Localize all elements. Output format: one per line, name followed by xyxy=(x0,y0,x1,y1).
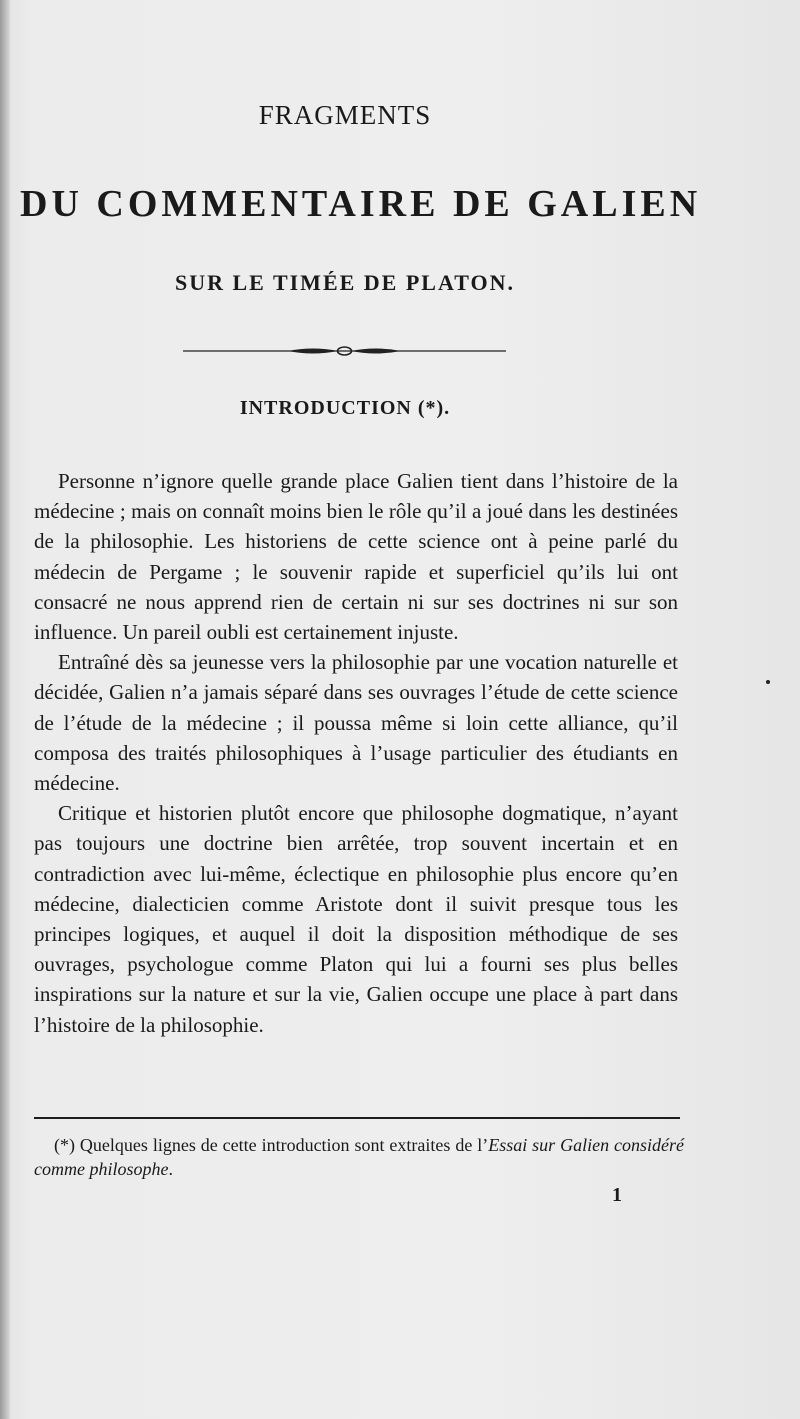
title-line-1: FRAGMENTS xyxy=(258,100,432,130)
footnote-italic-title: Essai sur Galien considéré comme philosophe xyxy=(34,1135,685,1179)
body-text xyxy=(34,466,678,1040)
footnote-rule xyxy=(34,1117,680,1119)
introduction-heading: INTRODUCTION (*). xyxy=(239,397,451,419)
title-line-2: DU COMMENTAIRE DE GALIEN xyxy=(20,183,702,225)
ornamental-divider xyxy=(183,343,506,359)
paragraph-1: Personne n’ignore quelle grande place Galien tient dans l’histoire de la médecine ; mais on connaît moins bien le rôle qu’il a joué dans les destinées de la philosophie. Les historiens de cette science ont à peine parlé du médecin de Pergame ; le souvenir rapide et superficiel qu’ils lui ont consacré ne nous apprend rien de certain ni sur ses doctrines ni sur son influence. Un pareil oubli est certainement injuste. xyxy=(34,469,678,645)
footnote xyxy=(34,1133,684,1181)
paragraph-2: Entraîné dès sa jeunesse vers la philosophie par une vocation naturelle et décidée, Galien n’a jamais séparé dans ses ouvrages l’étude de cette science de l’étude de la médecine ; il poussa même si loin cette alliance, qu’il composa des traités philosophiques à l’usage particulier des étudiants en médecine. xyxy=(34,650,678,796)
title-line-3: SUR LE TIMÉE DE PLATON. xyxy=(174,270,515,295)
ink-speck xyxy=(766,680,770,684)
footnote-suffix: . xyxy=(168,1159,173,1179)
binding-gutter xyxy=(0,0,10,1419)
footnote-prefix: (*) Quelques lignes de cette introduction sont extraites de l’ xyxy=(54,1135,489,1155)
page-number: 1 xyxy=(612,1184,622,1206)
paragraph-3: Critique et historien plutôt encore que philosophe dogmatique, n’ayant pas toujours une doctrine bien arrêtée, trop souvent incertain et en contradiction avec lui-même, éclectique en philosophie plus encore qu’en médecine, dialecticien comme Aristote dont il suivit presque tous les principes logiques, et auquel il doit la disposition méthodique de ses ouvrages, psychologue comme Platon qui lui a fourni ses plus belles inspirations sur la nature et sur la vie, Galien occupe une place à part dans l’histoire de la philosophie. xyxy=(34,801,678,1037)
